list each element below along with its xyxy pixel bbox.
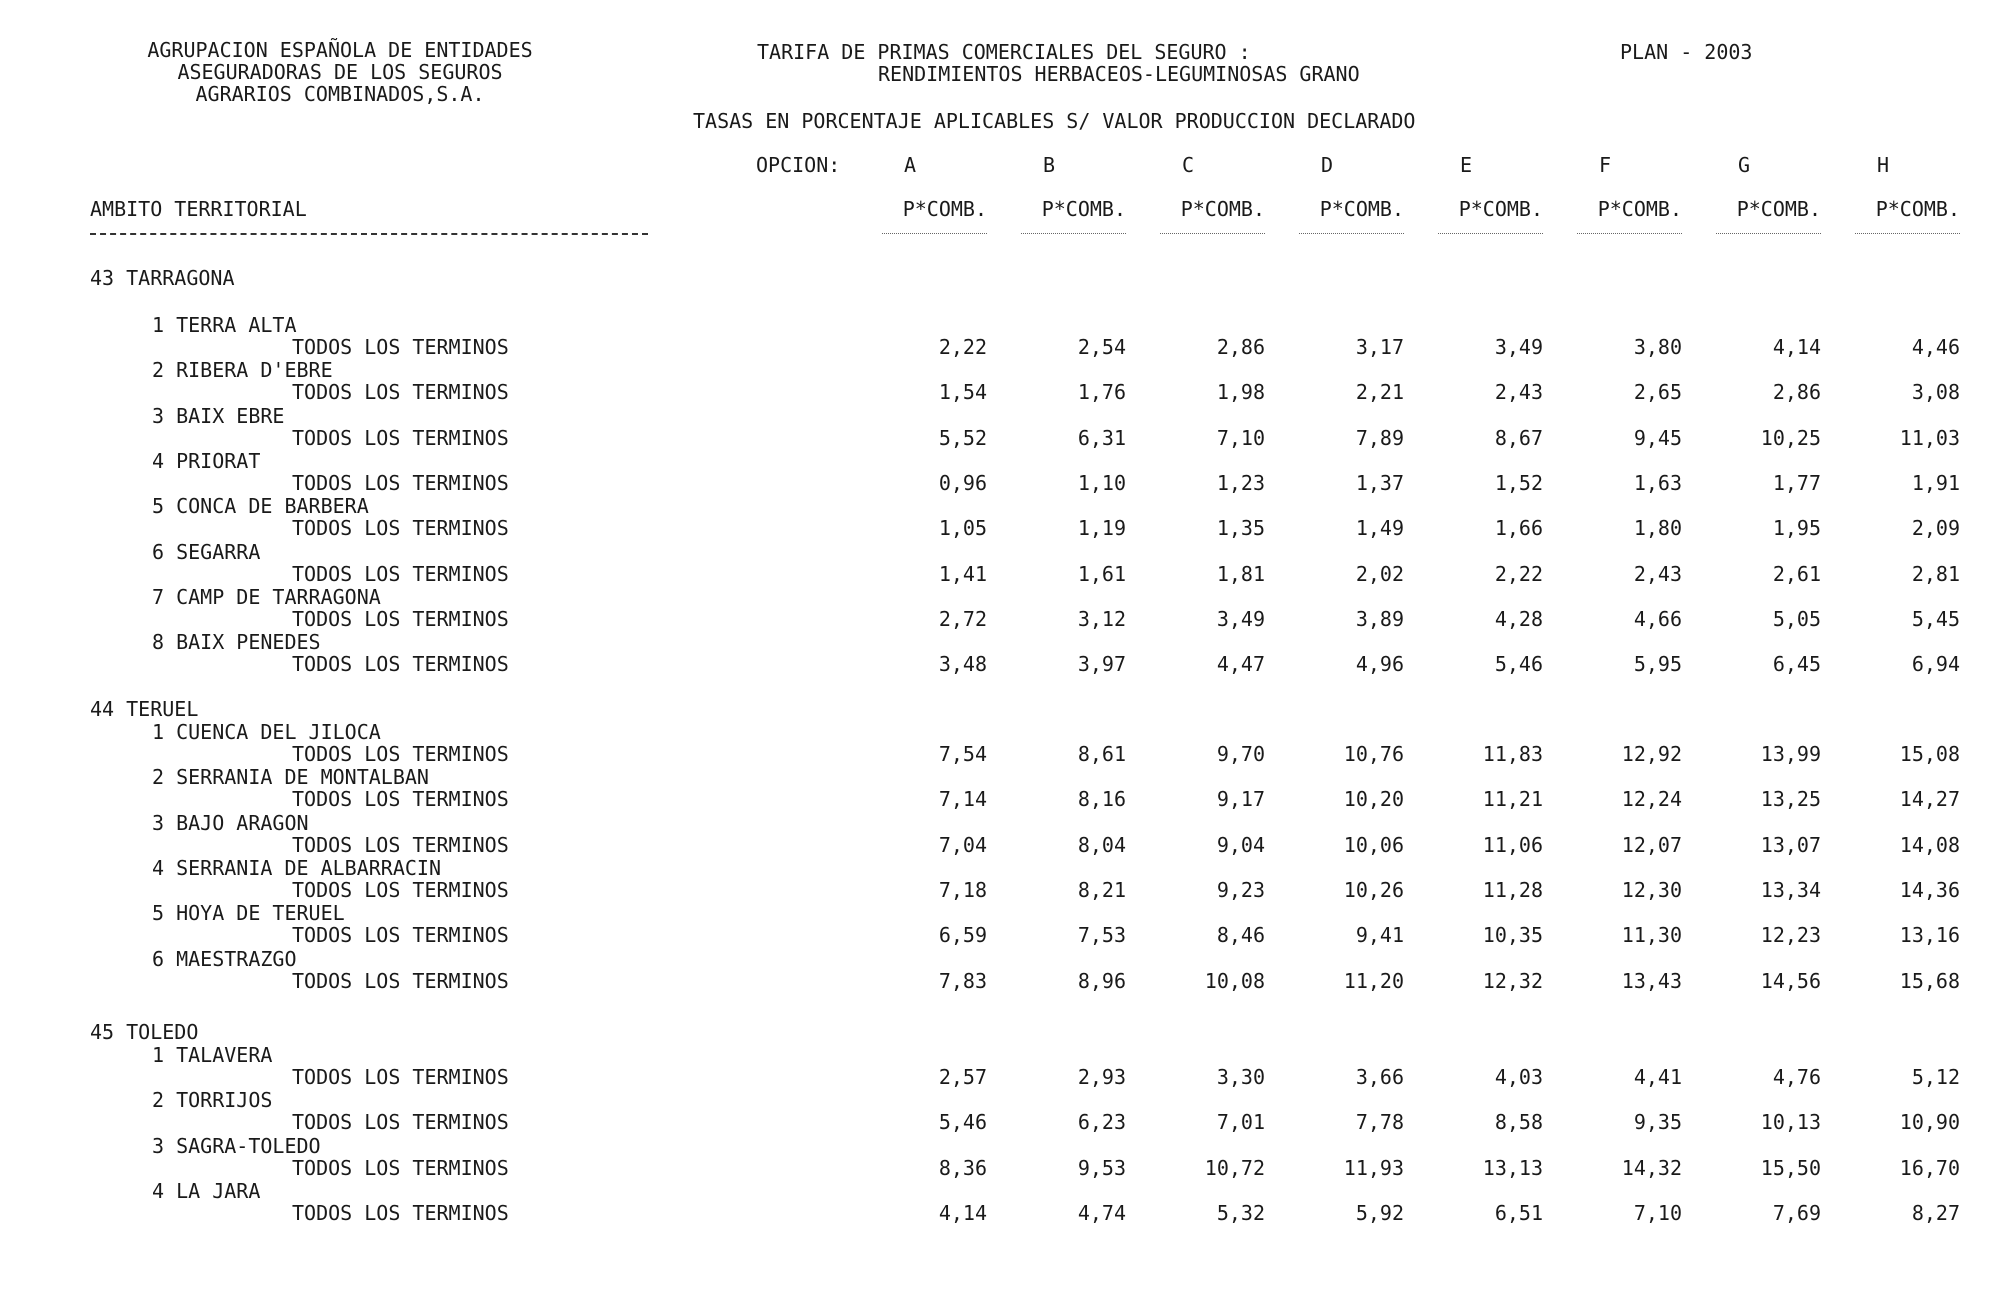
rate-cell-g: 13,99: [1760, 742, 1821, 766]
comarca-name: 2 TORRIJOS: [152, 1088, 273, 1112]
rate-cell-f: 3,80: [1633, 335, 1682, 359]
rate-cell-d: 1,37: [1355, 471, 1404, 495]
rate-cell-h: 8,27: [1911, 1201, 1960, 1225]
rate-cell-b: 1,76: [1077, 380, 1126, 404]
terminos-label: TODOS LOS TERMINOS: [292, 652, 509, 676]
rate-cell-g: 1,77: [1772, 471, 1821, 495]
terminos-label: TODOS LOS TERMINOS: [292, 471, 509, 495]
comarca-name: 3 SAGRA-TOLEDO: [152, 1134, 321, 1158]
comarca-name: 6 SEGARRA: [152, 540, 261, 564]
rate-cell-c: 3,30: [1216, 1065, 1265, 1089]
rate-cell-g: 7,69: [1772, 1201, 1821, 1225]
rate-cell-h: 14,27: [1899, 787, 1960, 811]
comarca-name: 5 CONCA DE BARBERA: [152, 494, 369, 518]
terminos-label: TODOS LOS TERMINOS: [292, 562, 509, 586]
comarca-name: 1 CUENCA DEL JILOCA: [152, 720, 381, 744]
rate-cell-f: 12,92: [1621, 742, 1682, 766]
rate-cell-d: 9,41: [1355, 923, 1404, 947]
rate-cell-b: 1,61: [1077, 562, 1126, 586]
rate-cell-e: 1,66: [1494, 516, 1543, 540]
rate-cell-e: 4,28: [1494, 607, 1543, 631]
rate-cell-e: 3,49: [1494, 335, 1543, 359]
tariff-title: TARIFA DE PRIMAS COMERCIALES DEL SEGURO :: [757, 40, 1251, 64]
rate-cell-f: 4,41: [1633, 1065, 1682, 1089]
rate-cell-g: 2,86: [1772, 380, 1821, 404]
option-letter-g: G: [1737, 153, 1751, 177]
rate-cell-h: 4,46: [1911, 335, 1960, 359]
rate-cell-c: 1,98: [1216, 380, 1265, 404]
rate-cell-h: 6,94: [1911, 652, 1960, 676]
comarca-name: 4 PRIORAT: [152, 449, 261, 473]
province-heading: 44 TERUEL: [90, 697, 199, 721]
rate-cell-c: 7,01: [1216, 1110, 1265, 1134]
rate-cell-d: 1,49: [1355, 516, 1404, 540]
rate-cell-e: 2,43: [1494, 380, 1543, 404]
plan-label: PLAN - 2003: [1620, 40, 1753, 64]
rate-cell-b: 8,96: [1077, 969, 1126, 993]
comarca-name: 8 BAIX PENEDES: [152, 630, 321, 654]
terminos-label: TODOS LOS TERMINOS: [292, 1110, 509, 1134]
rate-cell-d: 10,26: [1343, 878, 1404, 902]
rate-cell-c: 5,32: [1216, 1201, 1265, 1225]
rate-cell-h: 15,08: [1899, 742, 1960, 766]
rate-cell-f: 11,30: [1621, 923, 1682, 947]
rate-cell-f: 1,63: [1633, 471, 1682, 495]
tariff-subtitle: RENDIMIENTOS HERBACEOS-LEGUMINOSAS GRANO: [878, 62, 1360, 86]
rate-cell-e: 5,46: [1494, 652, 1543, 676]
rate-cell-c: 4,47: [1216, 652, 1265, 676]
rate-cell-h: 2,81: [1911, 562, 1960, 586]
rate-cell-f: 12,24: [1621, 787, 1682, 811]
rate-cell-c: 1,81: [1216, 562, 1265, 586]
column-header-b: P*COMB.: [1041, 197, 1126, 221]
rate-cell-d: 7,78: [1355, 1110, 1404, 1134]
terminos-label: TODOS LOS TERMINOS: [292, 923, 509, 947]
rate-cell-h: 5,12: [1911, 1065, 1960, 1089]
rate-cell-c: 9,17: [1216, 787, 1265, 811]
org-name-line-1: AGRUPACION ESPAÑOLA DE ENTIDADES: [147, 38, 533, 62]
rate-cell-e: 8,58: [1494, 1110, 1543, 1134]
rate-cell-b: 3,12: [1077, 607, 1126, 631]
rate-cell-d: 10,06: [1343, 833, 1404, 857]
rate-cell-e: 10,35: [1482, 923, 1543, 947]
rate-cell-d: 3,66: [1355, 1065, 1404, 1089]
comarca-name: 6 MAESTRAZGO: [152, 947, 297, 971]
rate-cell-h: 10,90: [1899, 1110, 1960, 1134]
rate-cell-f: 2,65: [1633, 380, 1682, 404]
rate-cell-c: 8,46: [1216, 923, 1265, 947]
rate-cell-a: 7,83: [938, 969, 987, 993]
rate-cell-g: 4,76: [1772, 1065, 1821, 1089]
column-header-f: P*COMB.: [1597, 197, 1682, 221]
column-header-h: P*COMB.: [1875, 197, 1960, 221]
terminos-label: TODOS LOS TERMINOS: [292, 1201, 509, 1225]
option-letter-b: B: [1042, 153, 1056, 177]
rate-cell-d: 10,20: [1343, 787, 1404, 811]
rate-cell-g: 14,56: [1760, 969, 1821, 993]
rate-cell-c: 9,70: [1216, 742, 1265, 766]
rate-cell-g: 13,34: [1760, 878, 1821, 902]
comarca-name: 7 CAMP DE TARRAGONA: [152, 585, 381, 609]
rate-cell-d: 3,17: [1355, 335, 1404, 359]
rate-cell-g: 1,95: [1772, 516, 1821, 540]
comarca-name: 5 HOYA DE TERUEL: [152, 901, 345, 925]
comarca-name: 4 SERRANIA DE ALBARRACIN: [152, 856, 441, 880]
rate-cell-a: 7,04: [938, 833, 987, 857]
rate-cell-f: 9,35: [1633, 1110, 1682, 1134]
rate-cell-e: 11,21: [1482, 787, 1543, 811]
comarca-name: 3 BAIX EBRE: [152, 404, 285, 428]
rate-cell-b: 6,31: [1077, 426, 1126, 450]
rate-cell-b: 3,97: [1077, 652, 1126, 676]
column-header-a: P*COMB.: [902, 197, 987, 221]
rate-cell-h: 3,08: [1911, 380, 1960, 404]
rate-cell-f: 9,45: [1633, 426, 1682, 450]
rate-cell-a: 5,46: [938, 1110, 987, 1134]
rate-cell-e: 12,32: [1482, 969, 1543, 993]
rate-cell-h: 2,09: [1911, 516, 1960, 540]
column-header-c: P*COMB.: [1180, 197, 1265, 221]
ambito-territorial-label: AMBITO TERRITORIAL: [90, 197, 307, 221]
option-letter-e: E: [1459, 153, 1473, 177]
rate-cell-b: 8,04: [1077, 833, 1126, 857]
rate-cell-a: 8,36: [938, 1156, 987, 1180]
terminos-label: TODOS LOS TERMINOS: [292, 969, 509, 993]
rate-cell-g: 2,61: [1772, 562, 1821, 586]
comarca-name: 1 TERRA ALTA: [152, 313, 297, 337]
terminos-label: TODOS LOS TERMINOS: [292, 787, 509, 811]
rate-cell-b: 7,53: [1077, 923, 1126, 947]
rate-cell-h: 14,08: [1899, 833, 1960, 857]
rate-cell-c: 9,04: [1216, 833, 1265, 857]
terminos-label: TODOS LOS TERMINOS: [292, 878, 509, 902]
rate-cell-e: 4,03: [1494, 1065, 1543, 1089]
rate-cell-d: 4,96: [1355, 652, 1404, 676]
rate-cell-a: 2,57: [938, 1065, 987, 1089]
rate-cell-c: 2,86: [1216, 335, 1265, 359]
terminos-label: TODOS LOS TERMINOS: [292, 516, 509, 540]
rate-cell-d: 11,20: [1343, 969, 1404, 993]
column-header-e: P*COMB.: [1458, 197, 1543, 221]
rate-cell-h: 15,68: [1899, 969, 1960, 993]
rate-cell-a: 4,14: [938, 1201, 987, 1225]
rate-cell-b: 2,93: [1077, 1065, 1126, 1089]
rate-cell-a: 2,72: [938, 607, 987, 631]
rate-cell-g: 5,05: [1772, 607, 1821, 631]
rate-cell-c: 1,23: [1216, 471, 1265, 495]
option-letter-f: F: [1598, 153, 1612, 177]
rate-cell-c: 10,72: [1204, 1156, 1265, 1180]
comarca-name: 4 LA JARA: [152, 1179, 261, 1203]
rate-cell-e: 11,06: [1482, 833, 1543, 857]
rate-cell-a: 0,96: [938, 471, 987, 495]
province-heading: 43 TARRAGONA: [90, 266, 235, 290]
rate-cell-d: 2,21: [1355, 380, 1404, 404]
rate-cell-e: 11,28: [1482, 878, 1543, 902]
terminos-label: TODOS LOS TERMINOS: [292, 607, 509, 631]
rate-cell-d: 3,89: [1355, 607, 1404, 631]
rate-cell-h: 5,45: [1911, 607, 1960, 631]
rate-cell-h: 1,91: [1911, 471, 1960, 495]
rate-cell-a: 3,48: [938, 652, 987, 676]
rate-cell-g: 12,23: [1760, 923, 1821, 947]
rate-cell-f: 13,43: [1621, 969, 1682, 993]
rate-cell-f: 12,30: [1621, 878, 1682, 902]
rate-cell-f: 14,32: [1621, 1156, 1682, 1180]
rate-cell-b: 8,16: [1077, 787, 1126, 811]
column-header-d: P*COMB.: [1319, 197, 1404, 221]
terminos-label: TODOS LOS TERMINOS: [292, 833, 509, 857]
terminos-label: TODOS LOS TERMINOS: [292, 335, 509, 359]
terminos-label: TODOS LOS TERMINOS: [292, 742, 509, 766]
org-name-line-3: AGRARIOS COMBINADOS,S.A.: [195, 82, 485, 106]
rate-cell-a: 2,22: [938, 335, 987, 359]
rates-description: TASAS EN PORCENTAJE APLICABLES S/ VALOR PRODUCCION DECLARADO: [693, 109, 1416, 133]
rate-cell-f: 5,95: [1633, 652, 1682, 676]
rate-cell-c: 9,23: [1216, 878, 1265, 902]
rate-cell-c: 10,08: [1204, 969, 1265, 993]
option-letter-h: H: [1876, 153, 1890, 177]
option-letter-c: C: [1181, 153, 1195, 177]
rate-cell-b: 2,54: [1077, 335, 1126, 359]
rate-cell-a: 7,18: [938, 878, 987, 902]
opcion-label: OPCION:: [756, 153, 841, 177]
rate-cell-b: 6,23: [1077, 1110, 1126, 1134]
rate-cell-d: 2,02: [1355, 562, 1404, 586]
rate-cell-e: 11,83: [1482, 742, 1543, 766]
terminos-label: TODOS LOS TERMINOS: [292, 380, 509, 404]
option-letter-d: D: [1320, 153, 1334, 177]
comarca-name: 1 TALAVERA: [152, 1043, 273, 1067]
rate-cell-e: 1,52: [1494, 471, 1543, 495]
rate-cell-d: 10,76: [1343, 742, 1404, 766]
rate-cell-e: 2,22: [1494, 562, 1543, 586]
rate-cell-g: 13,07: [1760, 833, 1821, 857]
rate-cell-d: 5,92: [1355, 1201, 1404, 1225]
terminos-label: TODOS LOS TERMINOS: [292, 1156, 509, 1180]
comarca-name: 2 RIBERA D'EBRE: [152, 358, 333, 382]
rate-cell-g: 4,14: [1772, 335, 1821, 359]
rate-cell-b: 4,74: [1077, 1201, 1126, 1225]
rate-cell-c: 3,49: [1216, 607, 1265, 631]
comarca-name: 3 BAJO ARAGON: [152, 811, 309, 835]
rate-cell-h: 14,36: [1899, 878, 1960, 902]
rate-cell-e: 8,67: [1494, 426, 1543, 450]
rate-cell-h: 13,16: [1899, 923, 1960, 947]
rate-cell-a: 7,54: [938, 742, 987, 766]
rate-cell-e: 6,51: [1494, 1201, 1543, 1225]
rate-cell-c: 7,10: [1216, 426, 1265, 450]
rate-cell-a: 1,05: [938, 516, 987, 540]
rate-cell-d: 7,89: [1355, 426, 1404, 450]
rate-cell-h: 16,70: [1899, 1156, 1960, 1180]
rate-cell-f: 4,66: [1633, 607, 1682, 631]
rate-cell-a: 7,14: [938, 787, 987, 811]
rate-cell-b: 8,61: [1077, 742, 1126, 766]
rate-cell-g: 6,45: [1772, 652, 1821, 676]
rate-cell-a: 1,41: [938, 562, 987, 586]
rate-cell-b: 9,53: [1077, 1156, 1126, 1180]
rate-cell-f: 1,80: [1633, 516, 1682, 540]
rate-cell-b: 8,21: [1077, 878, 1126, 902]
rate-cell-e: 13,13: [1482, 1156, 1543, 1180]
rate-cell-c: 1,35: [1216, 516, 1265, 540]
rate-cell-d: 11,93: [1343, 1156, 1404, 1180]
terminos-label: TODOS LOS TERMINOS: [292, 426, 509, 450]
rate-cell-f: 12,07: [1621, 833, 1682, 857]
rate-cell-a: 1,54: [938, 380, 987, 404]
rate-cell-h: 11,03: [1899, 426, 1960, 450]
option-letter-a: A: [903, 153, 917, 177]
rate-cell-f: 7,10: [1633, 1201, 1682, 1225]
rate-cell-g: 15,50: [1760, 1156, 1821, 1180]
rate-cell-f: 2,43: [1633, 562, 1682, 586]
rate-cell-b: 1,19: [1077, 516, 1126, 540]
terminos-label: TODOS LOS TERMINOS: [292, 1065, 509, 1089]
rate-cell-g: 13,25: [1760, 787, 1821, 811]
comarca-name: 2 SERRANIA DE MONTALBAN: [152, 765, 429, 789]
rate-cell-a: 6,59: [938, 923, 987, 947]
rate-cell-g: 10,13: [1760, 1110, 1821, 1134]
org-name-line-2: ASEGURADORAS DE LOS SEGUROS: [177, 60, 503, 84]
rate-cell-g: 10,25: [1760, 426, 1821, 450]
rate-cell-b: 1,10: [1077, 471, 1126, 495]
column-header-g: P*COMB.: [1736, 197, 1821, 221]
rate-cell-a: 5,52: [938, 426, 987, 450]
province-heading: 45 TOLEDO: [90, 1020, 199, 1044]
